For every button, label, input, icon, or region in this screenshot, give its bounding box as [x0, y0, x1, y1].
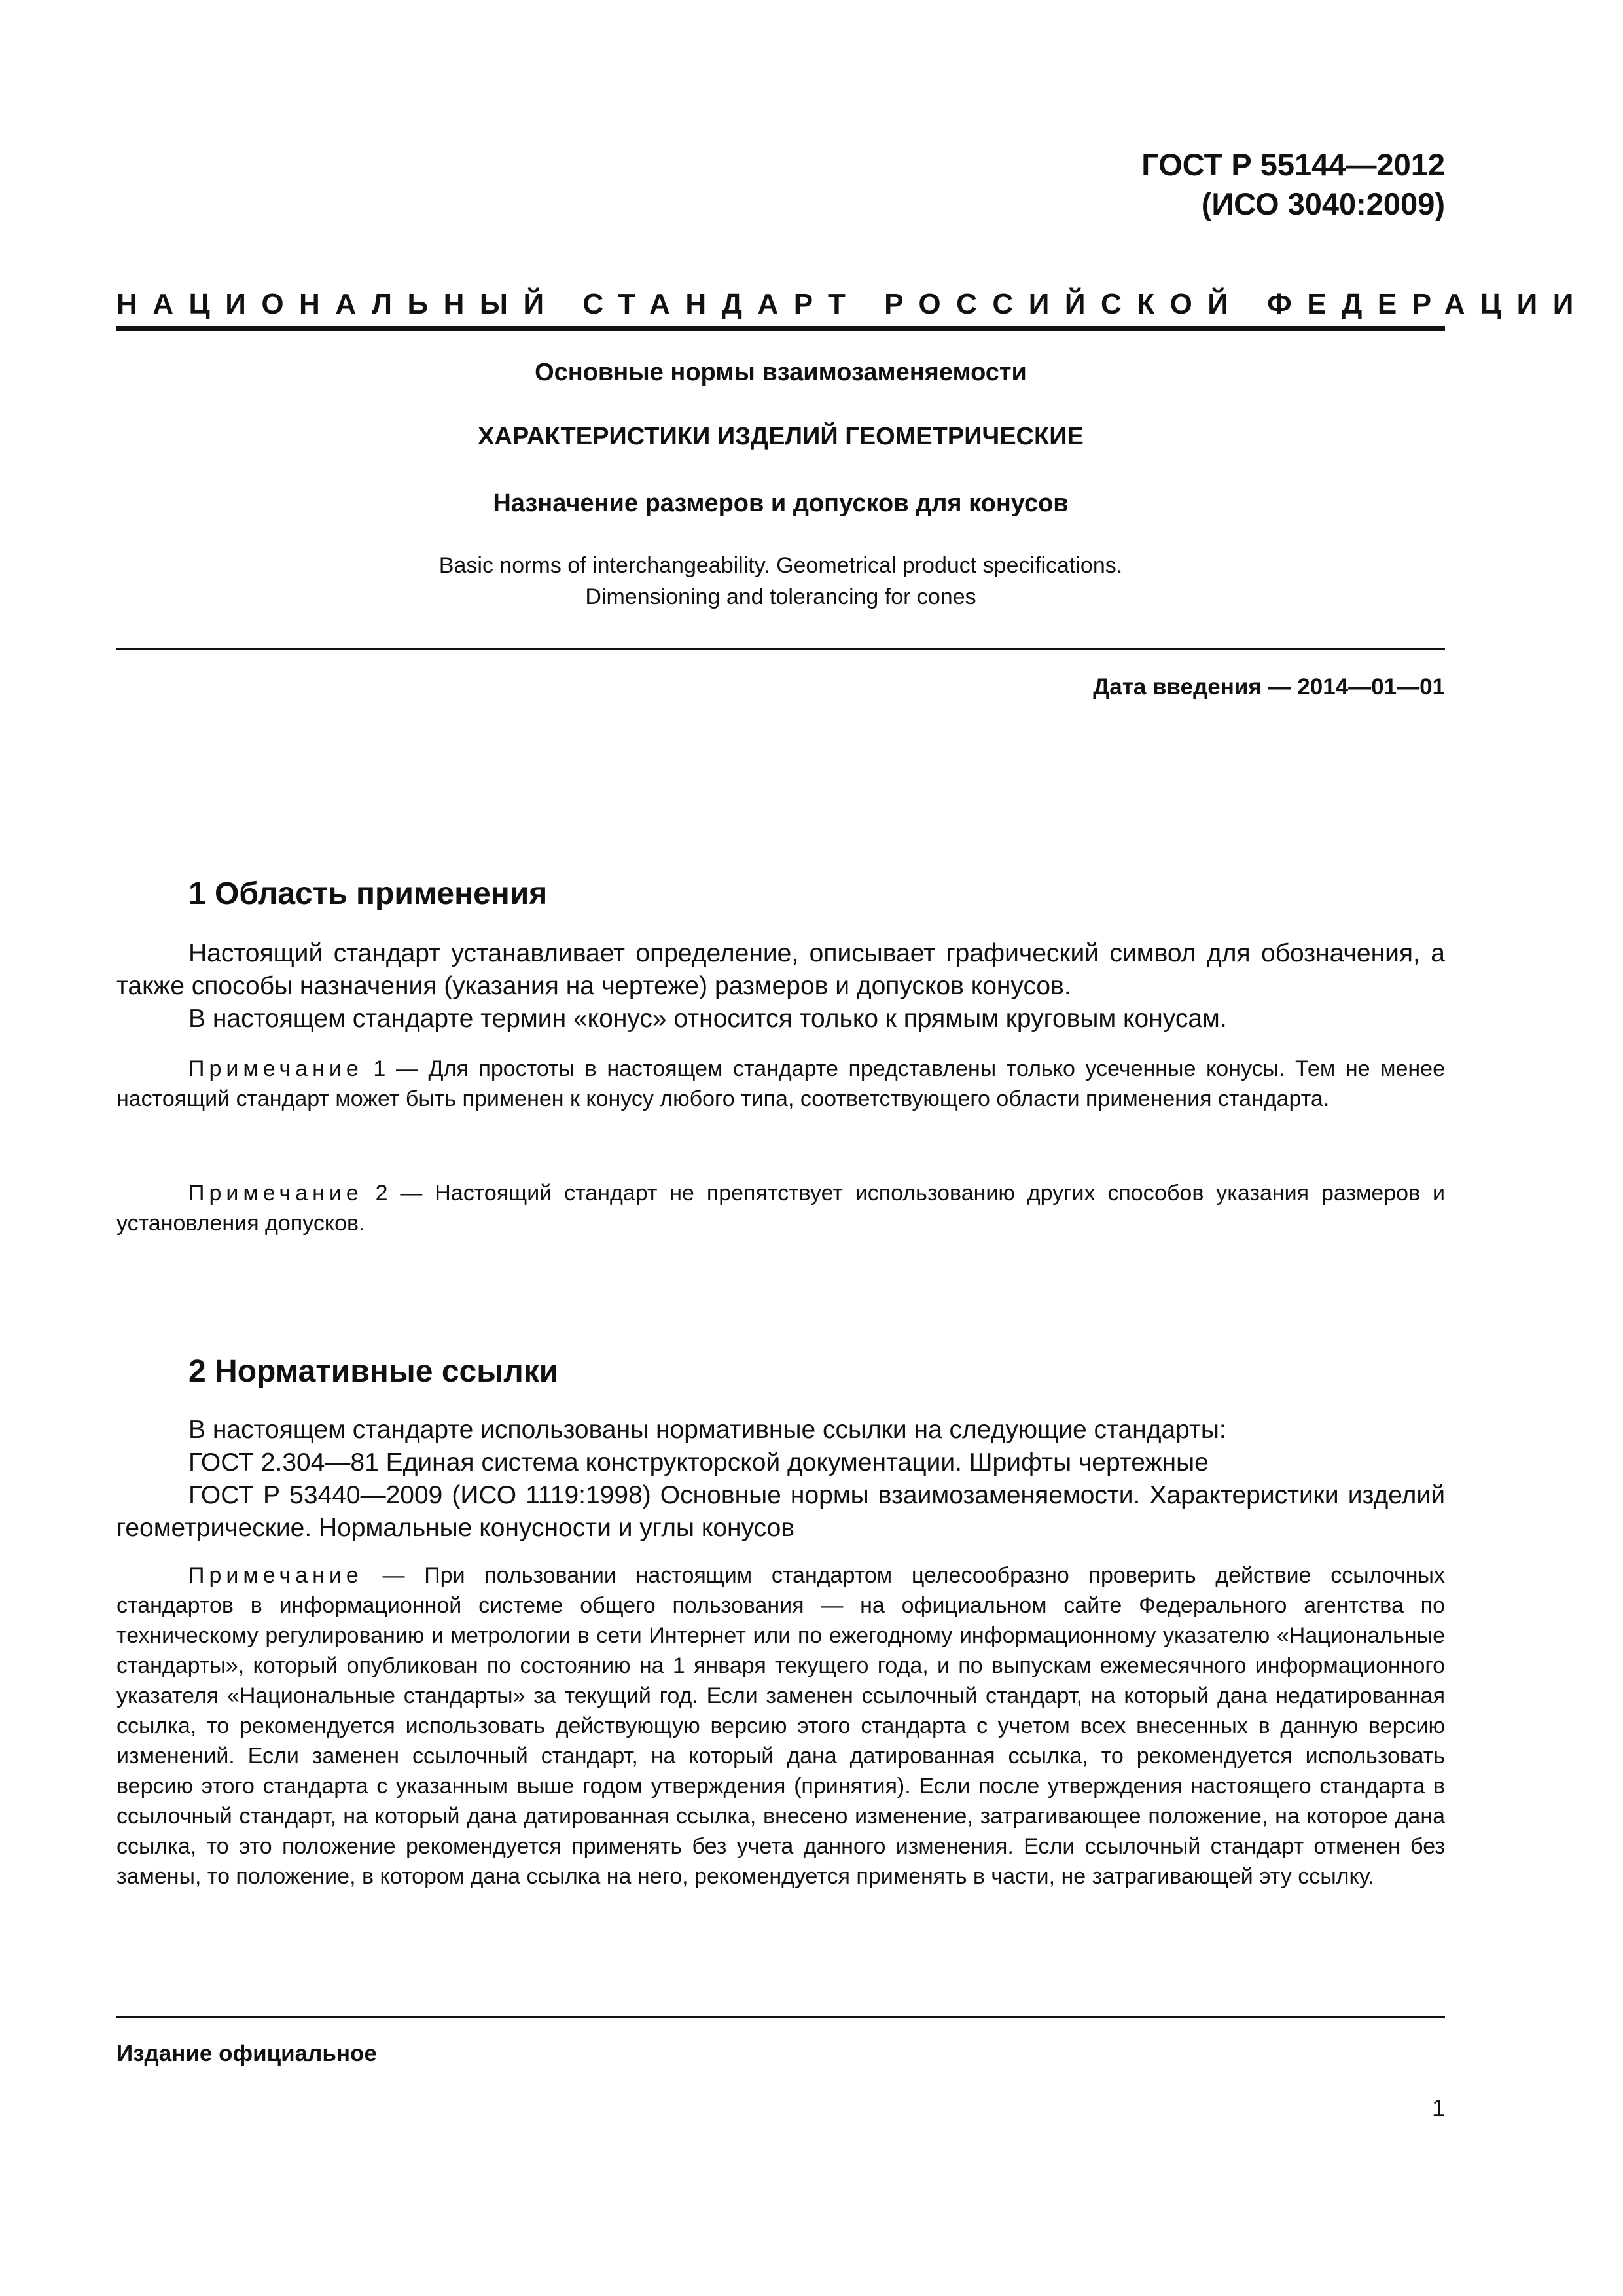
title-line-3: Назначение размеров и допусков для конусов: [493, 490, 1069, 517]
header-divider: [116, 326, 1445, 331]
section-1-paragraph-1: Настоящий стандарт устанавливает определение, описывает графический символ для обозначения, а также способы назначения (указания на чертеже) размеров и допусков конусов.: [116, 939, 1445, 1000]
section-2-paragraph-1: В настоящем стандарте использованы нормативные ссылки на следующие стандарты:: [188, 1416, 1226, 1444]
standard-number: [916, 145, 1445, 224]
section-1-note-1: [116, 1054, 1445, 1114]
section-1-heading: 1 Область применения: [188, 876, 548, 911]
note-text: — При пользовании настоящим стандартом целесообразно проверить действие ссылочных стандартов в информационной системе общего пользования — на официальном сайте Федерального агентства по техническому регулированию и метрологии в сети Интернет или по ежегодному информационному указателю «Национальные стандарты», который опубликован по состоянию на 1 января текущего года, и по выпускам ежемесячного информационного указателя «Национальные стандарты» за текущий год. Если заменен ссылочный стандарт, на который дана недатированная ссылка, то рекомендуется использовать действующую версию этого стандарта с учетом всех внесенных в данную версию изменений. Если заменен ссылочный стандарт, на который дана датированная ссылка, то рекомендуется использовать версию этого стандарта с указанным выше годом утверждения (принятия). Если после утверждения настоящего стандарта в ссылочный стандарт, на который дана датированная ссылка, внесено изменение, затрагивающее положение, на которое дана ссылка, то это положение рекомендуется применять без учета данного изменения. Если ссылочный стандарт отменен без замены, то положение, в котором дана ссылка на него, рекомендуется применять в части, не затрагивающей эту ссылку.: [116, 1563, 1445, 1889]
english-title-line-1: Basic norms of interchangeability. Geometrical product specifications.: [438, 553, 1123, 578]
standard-number-line: ГОСТ Р 55144—2012: [1141, 147, 1445, 182]
section-2-reference-2: ГОСТ Р 53440—2009 (ИСО 1119:1998) Основные нормы взаимозаменяемости. Характеристики изделий геометрические. Нормальные конусности и углы конусов: [116, 1481, 1445, 1542]
note-label: Примечание: [188, 1181, 363, 1206]
section-2-heading: 2 Нормативные ссылки: [188, 1354, 559, 1389]
section-1-paragraph-2: В настоящем стандарте термин «конус» относится только к прямым круговым конусам.: [188, 1005, 1227, 1033]
title-divider: [116, 648, 1445, 650]
english-title-line-2: Dimensioning and tolerancing for cones: [585, 584, 976, 609]
section-2-reference-1: ГОСТ 2.304—81 Единая система конструкторской документации. Шрифты чертежные: [188, 1448, 1209, 1477]
note-label: Примечание: [188, 1056, 363, 1081]
title-line-2: ХАРАКТЕРИСТИКИ ИЗДЕЛИЙ ГЕОМЕТРИЧЕСКИЕ: [478, 423, 1084, 450]
national-standard-heading: НАЦИОНАЛЬНЫЙ СТАНДАРТ РОССИЙСКОЙ ФЕДЕРАЦИИ: [116, 288, 1589, 320]
introduction-date: Дата введения — 2014—01—01: [1093, 674, 1445, 700]
note-label: Примечание: [188, 1563, 363, 1588]
note-text: 2 — Настоящий стандарт не препятствует использованию других способов указания размеров и установления допусков.: [116, 1181, 1445, 1236]
edition-label: Издание официальное: [116, 2041, 377, 2066]
section-2-note: [116, 1560, 1445, 1892]
note-text: 1 — Для простоты в настоящем стандарте представлены только усеченные конусы. Тем не менее настоящий стандарт может быть применен к конусу любого типа, соответствующего области применения стандарта.: [116, 1056, 1445, 1111]
section-1-note-2: [116, 1178, 1445, 1238]
title-line-1: Основные нормы взаимозаменяемости: [535, 359, 1027, 386]
page-number: 1: [1431, 2094, 1445, 2121]
english-title: [116, 550, 1445, 613]
standard-iso-equivalent: (ИСО 3040:2009): [1201, 187, 1445, 221]
footer-divider: [116, 2016, 1445, 2018]
